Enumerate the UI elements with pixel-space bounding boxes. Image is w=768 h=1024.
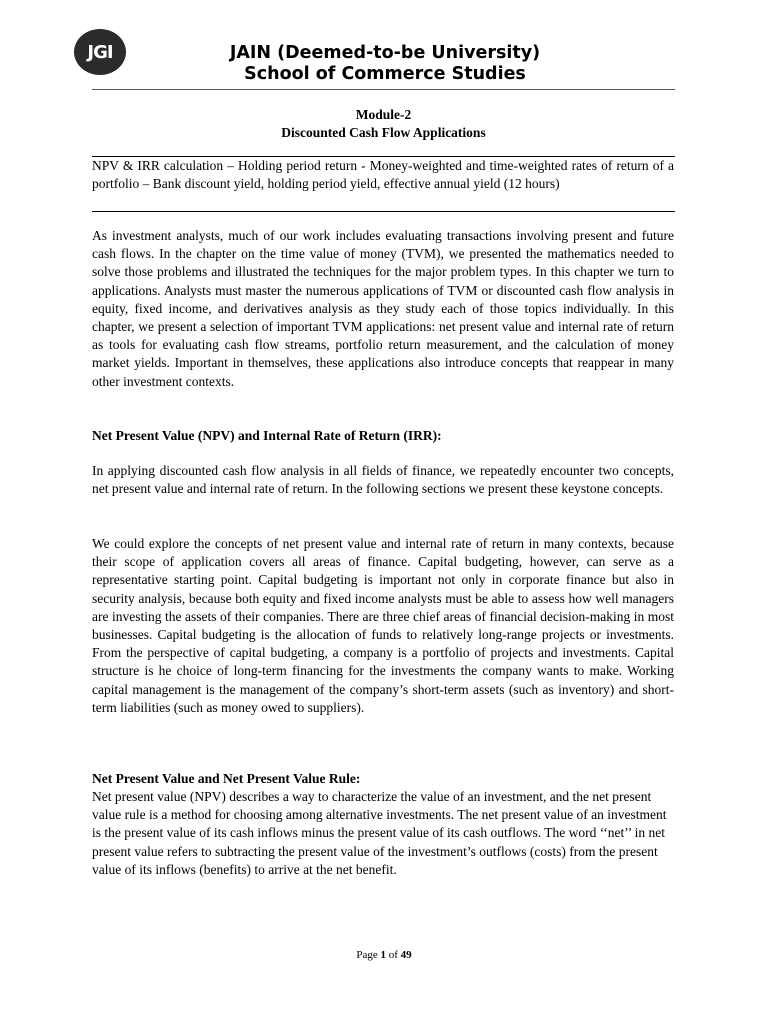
total-pages: 49 xyxy=(400,949,412,961)
page-word: Page xyxy=(356,949,378,961)
logo-text: JGI xyxy=(87,41,113,63)
npv-irr-heading: Net Present Value (NPV) and Internal Rate of Return (IRR): xyxy=(92,428,442,443)
school-name: School of Commerce Studies xyxy=(244,64,526,84)
npv-rule-paragraph: Net present value (NPV) describes a way to characterize the value of an investment, and the net present value rule is a method for choosing among alternative investments. The net present value of an investment is the present value of its cash inflows minus the present value of its cash outflows. The word ‘‘net’’ in net present value refers to subtracting the present value of the investment’s outflows (costs) from the present value of its inflows (benefits) to arrive at the net benefit. xyxy=(92,789,667,877)
intro-paragraph: As investment analysts, much of our work includes evaluating transactions involving present and future cash flows. In the chapter on the time value of money (TVM), we presented the mathematics needed to solve those problems and illustrated the techniques for the major problem types. In this chapter we turn to applications. Analysts must master the numerous applications of TVM or discounted cash flow analysis in equity, fixed income, and derivatives analysis as they study each of those topics individually. In this chapter, we present a selection of important TVM applications: net present value and internal rate of return as tools for evaluating cash flow streams, portfolio return measurement, and the calculation of money market yields. Important in themselves, these applications also introduce concepts that reappear in many other investment contexts. xyxy=(92,228,674,389)
header-divider xyxy=(92,89,675,90)
institution-header xyxy=(140,43,630,85)
syllabus-text: NPV & IRR calculation – Holding period return - Money-weighted and time-weighted rates of return of a portfolio – Bank discount yield, holding period yield, effective annual yield (12 hours) xyxy=(92,158,674,192)
module-number: Module-2 xyxy=(355,107,412,122)
capital-budgeting-paragraph: We could explore the concepts of net present value and internal rate of return in many contexts, because their scope of application covers all areas of finance. Capital budgeting, however, can serve as a representative starting point. Capital budgeting is important not only in corporate finance but also in security analysis, because both equity and fixed income analysts must be able to assess how well managers are investing the assets of their companies. There are three chief areas of financial decision-making in most businesses. Capital budgeting is the allocation of funds to relatively long-range projects or investments. From the perspective of capital budgeting, a company is a portfolio of projects and investments. Capital structure is he choice of long-term financing for the investments the company wants to make. Working capital management is the management of the company’s short-term assets (such as inventory) and short-term liabilities (such as money owed to suppliers). xyxy=(92,536,674,715)
npv-irr-paragraph: In applying discounted cash flow analysis in all fields of finance, we repeatedly encounter two concepts, net present value and internal rate of return. In the following sections we present these keystone concepts. xyxy=(92,463,674,497)
module-title-block xyxy=(92,106,675,142)
npv-rule-heading: Net Present Value and Net Present Value Rule: xyxy=(92,771,361,786)
page-footer xyxy=(0,949,768,961)
jgi-logo xyxy=(74,29,126,75)
current-page-number: 1 xyxy=(380,949,386,961)
of-word: of xyxy=(388,949,398,961)
syllabus-bottom-rule xyxy=(92,211,675,212)
module-title: Discounted Cash Flow Applications xyxy=(281,125,486,140)
university-name: JAIN (Deemed-to-be University) xyxy=(229,43,541,63)
